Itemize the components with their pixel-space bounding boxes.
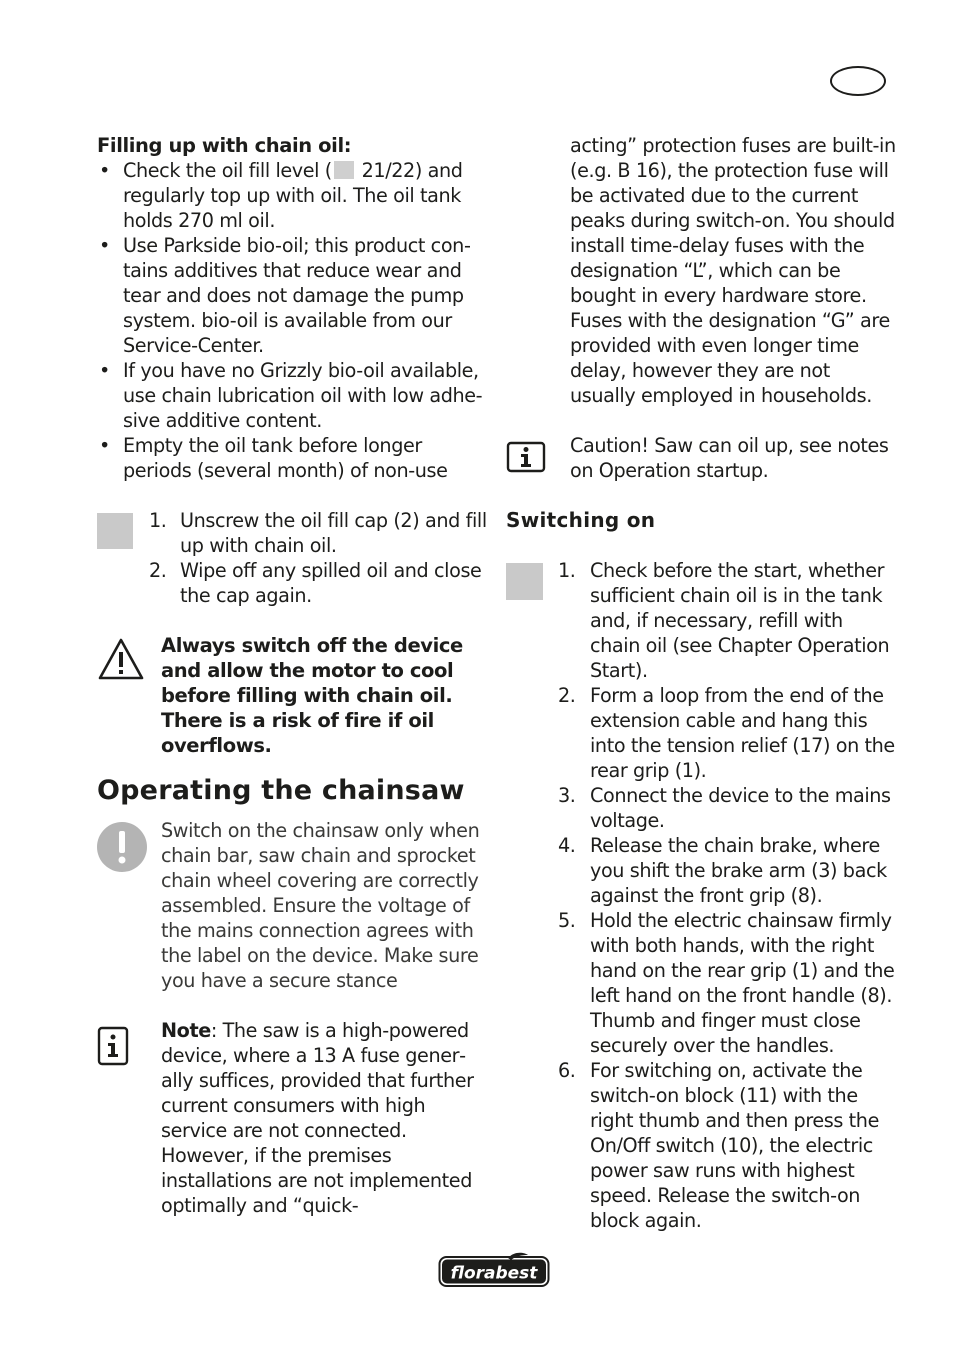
figure-reference-icon (334, 161, 354, 179)
info-icon (97, 1026, 129, 1066)
list-item: 6. For switching on, activate the switch-on block (11) with the right thumb and then press the On/Off switch (10), the electric power saw runs with highest speed. Release the switch-on block again. (558, 1059, 879, 1232)
list-item: 5. Hold the electric chainsaw firmly with both hands, with the right hand on the rear grip (1) and the left hand on the front handle (8). Thumb and finger must close securely over the handles. (558, 909, 895, 1057)
list-item: 3. Connect the device to the mains voltage. (558, 784, 891, 832)
caution-text: Switch on the chainsaw only when chain bar, saw chain and sprocket chain wheel covering are correctly assembled. Ensure the voltage of the mains connection agrees with the label on the device. Make sure you have a secure stance (161, 819, 480, 992)
switching-steps-block (506, 558, 898, 1233)
filling-heading: Filling up with chain oil: (97, 134, 352, 157)
note-block (97, 1018, 489, 1218)
florabest-logo (438, 1252, 550, 1288)
info-text: Caution! Saw can oil up, see notes on Operation startup. (570, 434, 889, 482)
continued-text: acting” protection fuses are built-in (e.g. B 16), the protection fuse will be activated due to the current peaks during switch-on. You should install time-delay fuses with the designation “L”, which can be bought in every hardware store. Fuses with the designation “G” are provided with even longer time delay, however they are not usually employed in households. (570, 134, 896, 407)
left-column (97, 133, 489, 1218)
list-item: • Check the oil fill level ( 21/22) and regularly top up with oil. The oil tank holds 270 ml oil. (97, 158, 489, 233)
right-column (506, 133, 898, 1233)
list-item: • If you have no Grizzly bio-oil available, use chain lubrication oil with low adhesive additive content. (97, 358, 489, 433)
switching-heading: Switching on (506, 508, 656, 532)
list-item: 1. Check before the start, whether sufficient chain oil is in the tank and, if necessary, refill with chain oil (see Chapter Operation Start). (558, 559, 890, 682)
list-item: 2. Form a loop from the end of the extension cable and hang this into the tension relief (17) on the rear grip (1). (558, 684, 895, 782)
info-icon (506, 441, 546, 473)
exclamation-circle-icon (97, 822, 147, 872)
language-badge (830, 66, 886, 96)
switching-steps (506, 558, 898, 1233)
logo-text: florabest (450, 1263, 538, 1284)
list-item: 2. Wipe off any spilled oil and close the cap again. (149, 559, 482, 607)
list-item: 1. Unscrew the oil fill cap (2) and fill up with chain oil. (149, 509, 487, 557)
note-text: Note: The saw is a high-powered device, where a 13 A fuse generally suffices, provided that further current consumers with high service are not connected. However, if the premises installations are not implemented optimally and “quick- (161, 1019, 474, 1217)
info-block (506, 433, 898, 483)
fill-steps-block (97, 508, 489, 608)
warning-block (97, 633, 489, 758)
filling-bullets (97, 158, 489, 483)
warning-text: Always switch off the device and allow the motor to cool before filling with chain oil. There is a risk of fire if oil overflows. (161, 634, 463, 757)
list-item: • Use Parkside bio-oil; this product contains additives that reduce wear and tear and does not damage the pump system. bio-oil is available from our Service-Center. (97, 233, 489, 358)
list-item: • Empty the oil tank before longer periods (several month) of non-use (97, 433, 489, 483)
fill-steps (97, 508, 489, 608)
caution-block (97, 818, 489, 993)
warning-triangle-icon (97, 637, 145, 681)
list-item: 4. Release the chain brake, where you shift the brake arm (3) back against the front grip (8). (558, 834, 887, 907)
section-title: Operating the chainsaw (97, 775, 465, 806)
